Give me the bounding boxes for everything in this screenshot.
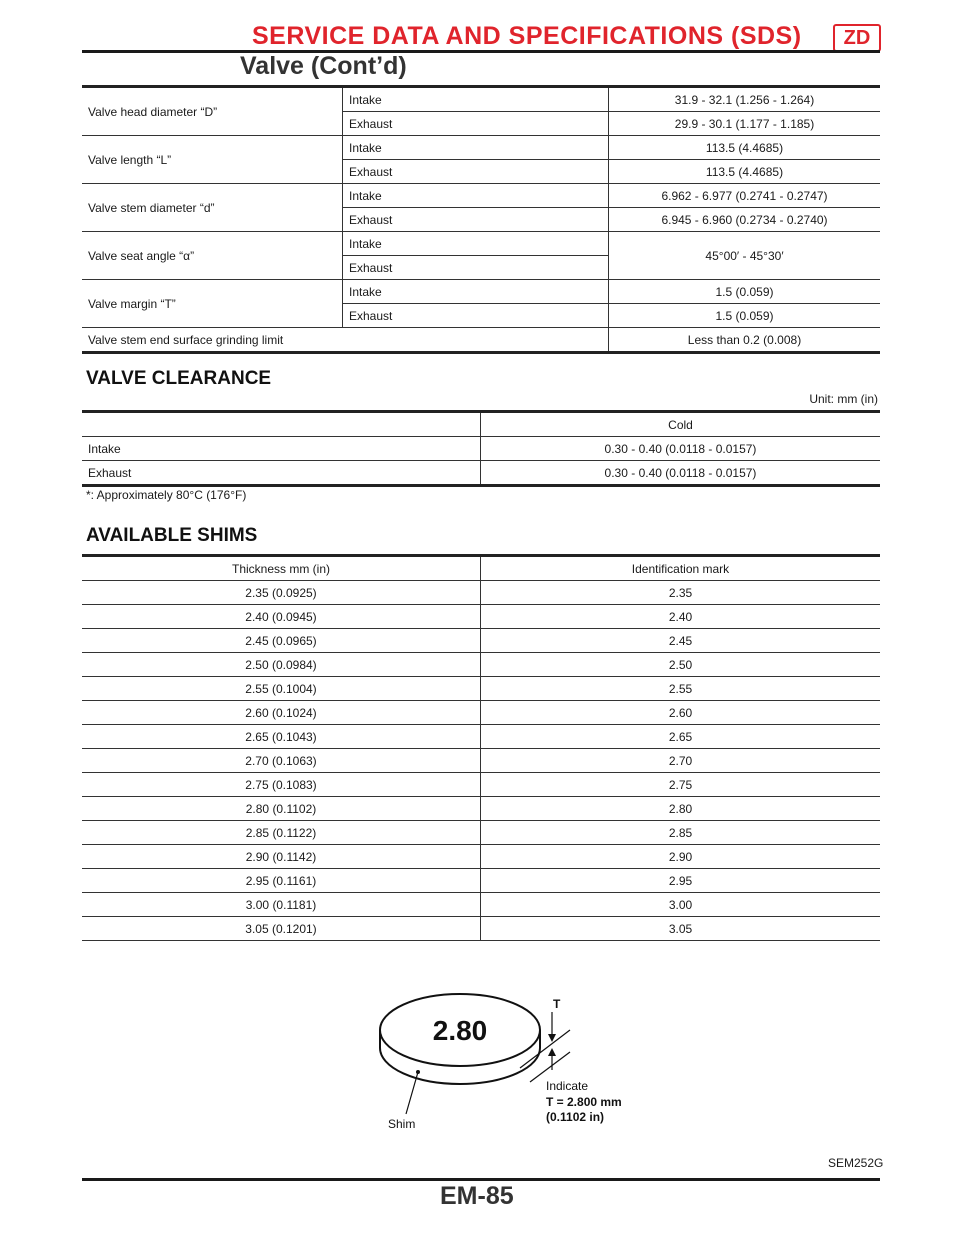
shim-mark-value: 2.65 — [481, 725, 881, 749]
table-row — [82, 821, 880, 845]
table-row — [82, 677, 880, 701]
t-value-label: T = 2.800 mm — [546, 1095, 622, 1109]
shim-thickness: 2.80 (0.1102) — [82, 797, 481, 821]
shim-mark-value: 2.90 — [481, 845, 881, 869]
clearance-table — [82, 410, 880, 487]
shim-mark-value: 2.50 — [481, 653, 881, 677]
row-label: Valve stem end surface grinding limit — [82, 328, 609, 353]
shim-figure — [370, 990, 670, 1140]
table-row — [82, 869, 880, 893]
row-label: Valve seat angle “α” — [82, 232, 343, 280]
footnote: *: Approximately 80°C (176°F) — [86, 488, 247, 502]
table-row — [82, 917, 880, 941]
row-value: 113.5 (4.4685) — [609, 160, 881, 184]
column-header: Thickness mm (in) — [82, 556, 481, 581]
shim-thickness: 3.05 (0.1201) — [82, 917, 481, 941]
row-value: 6.945 - 6.960 (0.2734 - 0.2740) — [609, 208, 881, 232]
row-value: 31.9 - 32.1 (1.256 - 1.264) — [609, 87, 881, 112]
footer-rule — [82, 1178, 880, 1181]
shim-pointer-line — [406, 1072, 418, 1114]
shim-mark-value: 2.60 — [481, 701, 881, 725]
t-value-in-label: (0.1102 in) — [546, 1110, 605, 1124]
row-label: Valve head diameter “D” — [82, 87, 343, 136]
row-value: 113.5 (4.4685) — [609, 136, 881, 160]
shim-pointer-dot — [416, 1070, 420, 1074]
shim-thickness: 3.00 (0.1181) — [82, 893, 481, 917]
row-label: Valve length “L” — [82, 136, 343, 184]
row-sub: Intake — [343, 232, 609, 256]
table-header-row — [82, 412, 880, 437]
table-row — [82, 893, 880, 917]
row-sub: Exhaust — [343, 208, 609, 232]
column-header: Identification mark — [481, 556, 881, 581]
shim-thickness: 2.75 (0.1083) — [82, 773, 481, 797]
indicate-label: Indicate — [546, 1079, 589, 1093]
row-label: Valve margin “T” — [82, 280, 343, 328]
header-rule — [82, 50, 880, 53]
shim-mark-value: 2.45 — [481, 629, 881, 653]
shim-mark-value: 3.05 — [481, 917, 881, 941]
shim-mark-value: 2.80 — [481, 797, 881, 821]
shim-mark-value: 3.00 — [481, 893, 881, 917]
table-row — [82, 232, 880, 256]
shim-mark-value: 2.95 — [481, 869, 881, 893]
shim-mark-value: 2.75 — [481, 773, 881, 797]
shim-thickness: 2.95 (0.1161) — [82, 869, 481, 893]
table-row — [82, 845, 880, 869]
valve-spec-table — [82, 85, 880, 354]
shim-thickness: 2.55 (0.1004) — [82, 677, 481, 701]
row-sub: Exhaust — [343, 256, 609, 280]
table-row — [82, 725, 880, 749]
shim-mark: 2.80 — [432, 1015, 488, 1046]
shim-thickness: 2.45 (0.0965) — [82, 629, 481, 653]
row-value: 0.30 - 0.40 (0.0118 - 0.0157) — [481, 461, 881, 486]
row-sub: Intake — [343, 184, 609, 208]
row-sub: Intake — [343, 87, 609, 112]
header-empty — [82, 412, 481, 437]
shim-thickness: 2.65 (0.1043) — [82, 725, 481, 749]
figure-code: SEM252G — [828, 1156, 884, 1170]
shim-mark-value: 2.40 — [481, 605, 881, 629]
table-row — [82, 328, 880, 353]
table-header-row — [82, 556, 880, 581]
table-row — [82, 136, 880, 160]
indicate-arrow-head — [548, 1048, 556, 1056]
row-value: Less than 0.2 (0.008) — [609, 328, 881, 353]
table-row — [82, 701, 880, 725]
row-label: Valve stem diameter “d” — [82, 184, 343, 232]
header-subtitle: Valve (Cont’d) — [240, 52, 407, 80]
row-label: Intake — [82, 437, 481, 461]
shim-thickness: 2.90 (0.1142) — [82, 845, 481, 869]
shim-thickness: 2.70 (0.1063) — [82, 749, 481, 773]
section-title-clearance: VALVE CLEARANCE — [86, 368, 272, 389]
shim-mark-value: 2.55 — [481, 677, 881, 701]
row-value: 29.9 - 30.1 (1.177 - 1.185) — [609, 112, 881, 136]
table-row — [82, 461, 880, 486]
table-row — [82, 437, 880, 461]
table-row — [82, 581, 880, 605]
t-label: T — [553, 997, 561, 1011]
row-sub: Exhaust — [343, 160, 609, 184]
shims-table — [82, 554, 880, 941]
page-number: EM-85 — [440, 1182, 514, 1210]
row-value: 45°00′ - 45°30′ — [609, 232, 881, 280]
shim-mark-value: 2.70 — [481, 749, 881, 773]
shim-mark-value: 2.85 — [481, 821, 881, 845]
table-row — [82, 629, 880, 653]
header-title: SERVICE DATA AND SPECIFICATIONS (SDS) — [252, 22, 802, 50]
row-sub: Intake — [343, 136, 609, 160]
row-value: 1.5 (0.059) — [609, 280, 881, 304]
row-value: 6.962 - 6.977 (0.2741 - 0.2747) — [609, 184, 881, 208]
shim-thickness: 2.50 (0.0984) — [82, 653, 481, 677]
shim-thickness: 2.85 (0.1122) — [82, 821, 481, 845]
table-row — [82, 87, 880, 112]
table-row — [82, 797, 880, 821]
table-row — [82, 280, 880, 304]
shim-thickness: 2.35 (0.0925) — [82, 581, 481, 605]
row-label: Exhaust — [82, 461, 481, 486]
shim-thickness: 2.60 (0.1024) — [82, 701, 481, 725]
row-value: 1.5 (0.059) — [609, 304, 881, 328]
table-row — [82, 773, 880, 797]
row-sub: Intake — [343, 280, 609, 304]
table-row — [82, 184, 880, 208]
row-sub: Exhaust — [343, 304, 609, 328]
engine-code-badge: ZD — [833, 24, 881, 52]
column-header: Cold — [481, 412, 881, 437]
row-sub: Exhaust — [343, 112, 609, 136]
shim-label: Shim — [388, 1117, 416, 1131]
table-row — [82, 749, 880, 773]
shim-thickness: 2.40 (0.0945) — [82, 605, 481, 629]
row-value: 0.30 - 0.40 (0.0118 - 0.0157) — [481, 437, 881, 461]
section-title-shims: AVAILABLE SHIMS — [86, 525, 258, 546]
unit-label: Unit: mm (in) — [809, 392, 878, 406]
table-row — [82, 653, 880, 677]
shim-mark-value: 2.35 — [481, 581, 881, 605]
table-row — [82, 605, 880, 629]
